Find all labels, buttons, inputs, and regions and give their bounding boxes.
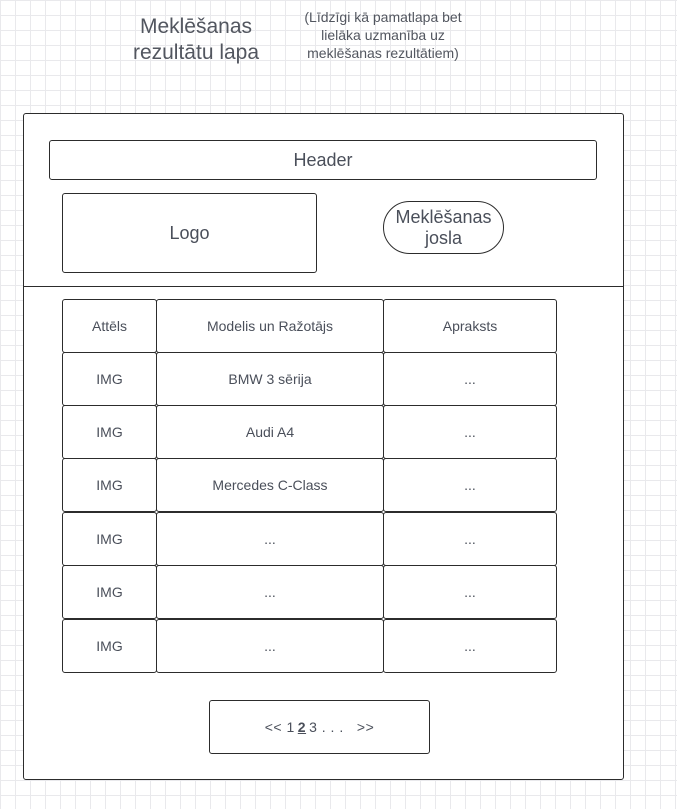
table-cell-description: ... xyxy=(383,458,557,512)
header-label: Header xyxy=(293,149,353,170)
table-cell-image: IMG xyxy=(62,352,157,406)
page-title: Meklēšanas rezultātu lapa xyxy=(132,15,260,64)
table-cell-description: ... xyxy=(383,405,557,459)
table-cell-model[interactable]: ... xyxy=(156,512,384,566)
pagination-ellipsis: . . . xyxy=(321,719,344,735)
table-cell-image: IMG xyxy=(62,405,157,459)
pagination-prev[interactable]: << xyxy=(264,719,283,735)
table-cell-model[interactable]: BMW 3 sērija xyxy=(156,352,384,406)
column-header-image: Attēls xyxy=(62,299,157,353)
search-bar-label: Meklēšanas josla xyxy=(395,206,492,248)
table-cell-image: IMG xyxy=(62,565,157,619)
table-cell-model[interactable]: ... xyxy=(156,619,384,673)
table-cell-model[interactable]: ... xyxy=(156,565,384,619)
table-cell-description: ... xyxy=(383,512,557,566)
table-cell-description: ... xyxy=(383,565,557,619)
column-header-model: Modelis un Ražotājs xyxy=(156,299,384,353)
table-cell-image: IMG xyxy=(62,512,157,566)
table-cell-model[interactable]: Mercedes C-Class xyxy=(156,458,384,512)
logo-box[interactable] xyxy=(62,193,317,273)
pagination xyxy=(209,700,430,754)
table-cell-description: ... xyxy=(383,352,557,406)
search-bar[interactable] xyxy=(383,201,504,254)
header-divider xyxy=(24,286,623,287)
annotation-note: (Līdzīgi kā pamatlapa bet lielāka uzmanība uz meklēšanas rezultātiem) xyxy=(304,9,462,61)
column-header-description: Apraksts xyxy=(383,299,557,353)
table-cell-model[interactable]: Audi A4 xyxy=(156,405,384,459)
logo-label: Logo xyxy=(169,222,210,243)
pagination-next[interactable]: >> xyxy=(356,719,375,735)
pagination-page-3[interactable]: 3 xyxy=(309,719,318,735)
pagination-page-1[interactable]: 1 xyxy=(286,719,295,735)
table-cell-description: ... xyxy=(383,619,557,673)
table-cell-image: IMG xyxy=(62,619,157,673)
table-cell-image: IMG xyxy=(62,458,157,512)
pagination-page-2-current[interactable]: 2 xyxy=(297,719,307,735)
header-box xyxy=(49,140,597,180)
